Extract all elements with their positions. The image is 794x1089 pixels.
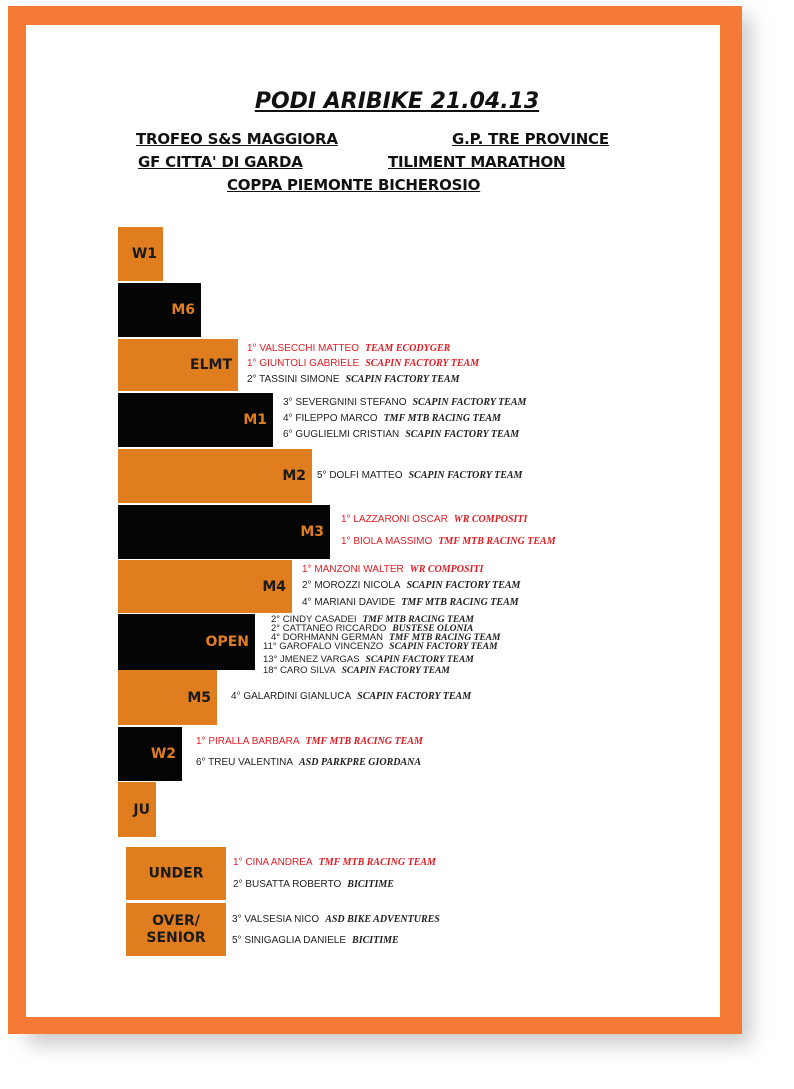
team-name: SCAPIN FACTORY TEAM bbox=[357, 691, 472, 702]
result-entry bbox=[302, 580, 520, 591]
team-name: SCAPIN FACTORY TEAM bbox=[412, 397, 527, 408]
rider-name: 2° CATTANEO RICCARDO bbox=[271, 623, 387, 634]
result-entry bbox=[341, 514, 527, 525]
category-label: M3 bbox=[300, 524, 324, 540]
result-entry bbox=[283, 397, 526, 408]
team-name: BICITIME bbox=[347, 879, 394, 890]
result-entry bbox=[233, 857, 436, 868]
team-name: WR COMPOSITI bbox=[409, 564, 484, 575]
subtitle-gp: G.P. TRE PROVINCE bbox=[452, 130, 609, 148]
rider-name: 4° GALARDINI GIANLUCA bbox=[231, 691, 352, 702]
team-name: BUSTESE OLONIA bbox=[392, 624, 474, 634]
result-entry bbox=[302, 597, 519, 608]
team-name: SCAPIN FACTORY TEAM bbox=[389, 642, 498, 652]
rider-name: 4° DORHMANN GERMAN bbox=[271, 632, 384, 643]
rider-name: 1° CINA ANDREA bbox=[233, 857, 313, 868]
result-entry bbox=[247, 358, 479, 369]
result-entry bbox=[196, 736, 423, 747]
result-entry bbox=[247, 343, 450, 354]
category-label: W1 bbox=[131, 246, 157, 262]
result-entry bbox=[283, 429, 519, 440]
team-name: TMF MTB RACING TEAM bbox=[438, 536, 556, 547]
team-name: SCAPIN FACTORY TEAM bbox=[365, 655, 474, 665]
category-label: M5 bbox=[187, 689, 211, 706]
rider-name: 4° FILEPPO MARCO bbox=[283, 413, 378, 424]
team-name: ASD BIKE ADVENTURES bbox=[325, 914, 440, 925]
subtitle-tiliment: TILIMENT MARATHON bbox=[388, 153, 566, 171]
rider-name: 2° MOROZZI NICOLA bbox=[302, 580, 401, 591]
rider-name: 3° VALSESIA NICO bbox=[232, 914, 320, 925]
result-entry bbox=[302, 564, 483, 575]
team-name: TMF MTB RACING TEAM bbox=[389, 633, 501, 643]
team-name: SCAPIN FACTORY TEAM bbox=[406, 580, 521, 591]
rider-name: 4° MARIANI DAVIDE bbox=[302, 597, 396, 608]
team-name: TMF MTB RACING TEAM bbox=[401, 597, 519, 608]
category-bar-w2 bbox=[118, 727, 182, 781]
result-entry bbox=[231, 691, 471, 702]
rider-name: 1° BIOLA MASSIMO bbox=[341, 536, 433, 547]
result-entry bbox=[341, 536, 556, 547]
rider-name: 11° GAROFALO VINCENZO bbox=[263, 641, 384, 652]
result-entry bbox=[232, 914, 440, 925]
team-name: SCAPIN FACTORY TEAM bbox=[341, 666, 450, 676]
category-bar-m4 bbox=[118, 560, 292, 613]
page-title: PODI ARIBIKE 21.04.13 bbox=[254, 89, 540, 114]
category-label: M2 bbox=[282, 468, 306, 484]
subtitle-trofeo: TROFEO S&S MAGGIORA bbox=[136, 130, 338, 148]
category-label: ELMT bbox=[190, 357, 232, 373]
category-bar-m3 bbox=[118, 505, 330, 559]
rider-name: 13° JMENEZ VARGAS bbox=[263, 654, 360, 665]
result-entry bbox=[283, 413, 501, 424]
team-name: BICITIME bbox=[352, 935, 399, 946]
category-label: OPEN bbox=[205, 634, 249, 650]
result-entry bbox=[196, 757, 421, 768]
rider-name: 3° SEVERGNINI STEFANO bbox=[283, 397, 407, 408]
team-name: WR COMPOSITI bbox=[453, 514, 528, 525]
rider-name: 2° TASSINI SIMONE bbox=[247, 374, 340, 385]
category-label-line2: SENIOR bbox=[146, 929, 206, 946]
category-label-line1: OVER/ bbox=[152, 912, 200, 929]
team-name: TMF MTB RACING TEAM bbox=[305, 736, 423, 747]
rider-name: 5° SINIGAGLIA DANIELE bbox=[232, 935, 347, 946]
rider-name: 2° BUSATTA ROBERTO bbox=[233, 879, 342, 890]
team-name: ASD PARKPRE GIORDANA bbox=[299, 757, 422, 768]
category-label: M6 bbox=[171, 302, 195, 318]
category-bar-ju bbox=[118, 782, 156, 837]
category-label bbox=[126, 913, 226, 947]
category-bar-over-senior bbox=[126, 903, 226, 956]
rider-name: 1° MANZONI WALTER bbox=[302, 564, 404, 575]
result-entry bbox=[263, 642, 498, 652]
rider-name: 18° CARO SILVA bbox=[263, 665, 336, 676]
rider-name: 1° PIRALLA BARBARA bbox=[196, 736, 300, 747]
team-name: SCAPIN FACTORY TEAM bbox=[365, 358, 480, 369]
category-bar-m6 bbox=[118, 283, 201, 337]
category-bar-m1 bbox=[118, 393, 273, 447]
rider-name: 6° TREU VALENTINA bbox=[196, 757, 293, 768]
category-label: JU bbox=[133, 801, 150, 818]
rider-name: 6° GUGLIELMI CRISTIAN bbox=[283, 429, 400, 440]
rider-name: 5° DOLFI MATTEO bbox=[317, 470, 403, 481]
category-bar-m2 bbox=[118, 449, 312, 503]
subtitle-coppa: COPPA PIEMONTE BICHEROSIO bbox=[227, 176, 481, 194]
category-bar-under bbox=[126, 847, 226, 900]
rider-name: 1° GIUNTOLI GABRIELE bbox=[247, 358, 360, 369]
category-bar-elmt bbox=[118, 339, 238, 391]
team-name: SCAPIN FACTORY TEAM bbox=[345, 374, 460, 385]
category-bar-open bbox=[118, 614, 255, 670]
result-entry bbox=[317, 470, 522, 481]
result-entry bbox=[232, 935, 399, 946]
category-label: W2 bbox=[150, 746, 176, 762]
category-label: UNDER bbox=[148, 865, 204, 881]
result-entry bbox=[247, 374, 459, 385]
rider-name: 1° LAZZARONI OSCAR bbox=[341, 514, 448, 525]
team-name: SCAPIN FACTORY TEAM bbox=[405, 429, 520, 440]
category-bar-w1 bbox=[118, 227, 163, 281]
rider-name: 2° CINDY CASADEI bbox=[271, 614, 357, 625]
category-label: M4 bbox=[262, 578, 286, 595]
rider-name: 1° VALSECCHI MATTEO bbox=[247, 343, 359, 354]
result-entry bbox=[233, 879, 394, 890]
team-name: TEAM ECODYGER bbox=[364, 343, 451, 354]
team-name: TMF MTB RACING TEAM bbox=[362, 615, 474, 625]
category-bar-m5 bbox=[118, 670, 217, 725]
team-name: TMF MTB RACING TEAM bbox=[318, 857, 436, 868]
team-name: TMF MTB RACING TEAM bbox=[383, 413, 501, 424]
result-entry bbox=[263, 655, 474, 665]
category-label: M1 bbox=[243, 412, 267, 428]
result-entry bbox=[263, 666, 450, 676]
team-name: SCAPIN FACTORY TEAM bbox=[408, 470, 523, 481]
subtitle-gf: GF CITTA' DI GARDA bbox=[138, 153, 303, 171]
